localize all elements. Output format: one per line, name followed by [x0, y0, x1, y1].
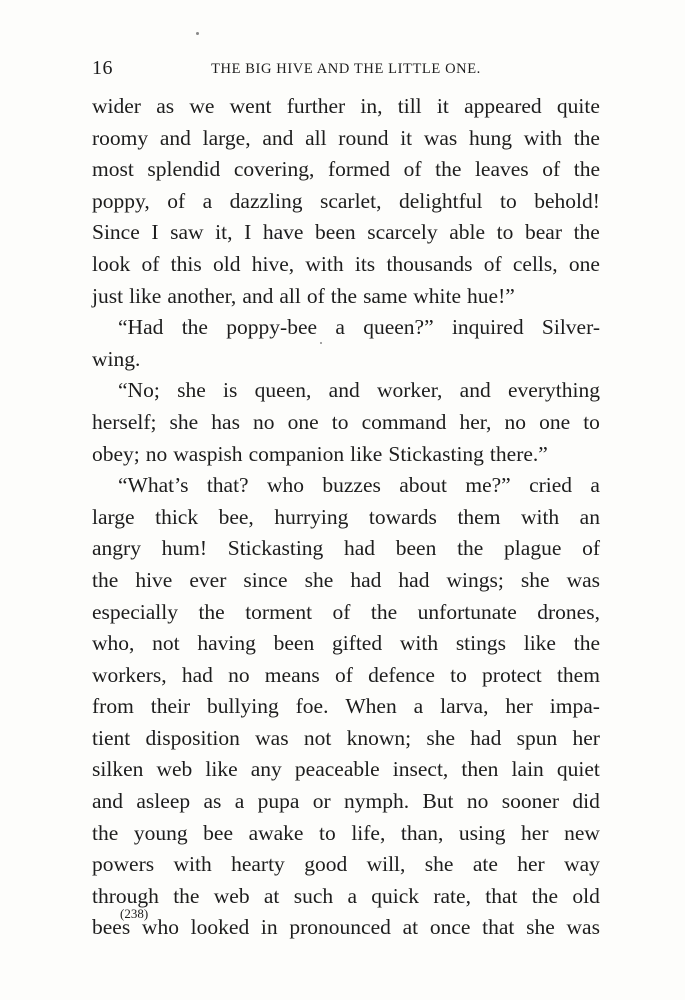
word: to — [331, 409, 349, 434]
word: a — [234, 789, 245, 814]
word: larva, — [440, 694, 489, 719]
word: one — [568, 251, 600, 276]
word: the — [435, 157, 462, 182]
word: pronounced — [289, 915, 391, 940]
word: way — [564, 852, 600, 877]
word: tient — [92, 725, 131, 750]
word: look — [92, 251, 131, 276]
word: them — [556, 662, 600, 687]
word: such — [293, 883, 334, 908]
word: herself; — [92, 409, 157, 434]
word: about — [399, 473, 447, 498]
word: was — [566, 915, 600, 940]
word: was — [423, 125, 458, 150]
word: pupa — [257, 789, 300, 814]
word: like — [523, 631, 556, 656]
text-line — [92, 628, 600, 660]
word: we — [189, 94, 215, 118]
word: one — [287, 409, 319, 434]
text-line — [92, 565, 600, 597]
word: new — [564, 820, 600, 845]
word: large — [92, 504, 135, 529]
word: she — [520, 567, 550, 592]
word: old — [212, 251, 241, 276]
word: asleep — [136, 789, 191, 814]
word: poppy-bee — [226, 315, 318, 340]
word: lain — [511, 757, 544, 782]
text-line — [92, 691, 600, 723]
word: looked — [190, 915, 250, 940]
word: no — [253, 409, 275, 434]
word: hearty — [231, 852, 285, 877]
word: the — [181, 315, 208, 340]
word: at — [402, 915, 419, 940]
word: since — [243, 567, 288, 592]
word: with — [173, 852, 212, 877]
word: with — [305, 251, 344, 276]
word: formed — [327, 157, 391, 182]
word: in, — [360, 94, 383, 118]
word: When — [345, 694, 397, 719]
word: I — [151, 220, 159, 245]
word: she — [424, 852, 454, 877]
word: roomy — [92, 125, 149, 150]
word: powers — [92, 852, 155, 877]
word: all — [305, 125, 327, 150]
word: peaceable — [294, 757, 380, 782]
signature-mark: (238) — [120, 906, 149, 921]
word: covering, — [233, 157, 315, 182]
print-speck — [196, 32, 199, 35]
word: was — [566, 567, 600, 592]
word: she — [426, 725, 456, 750]
word: quite — [556, 94, 600, 118]
word: able — [449, 220, 486, 245]
word: her — [517, 852, 545, 877]
text-line — [92, 249, 600, 281]
word: in — [260, 915, 278, 940]
word: nymph. — [344, 789, 410, 814]
word: the — [330, 283, 358, 308]
word: from — [92, 694, 134, 719]
text-line — [92, 912, 600, 944]
word: who — [141, 915, 179, 940]
word: good — [304, 852, 348, 877]
text-line — [92, 217, 600, 249]
word: poppy, — [92, 188, 150, 213]
word: that? — [206, 473, 249, 498]
word: and — [459, 378, 491, 403]
word: wing. — [92, 346, 141, 371]
word: saw — [170, 220, 204, 245]
text-line — [92, 154, 600, 186]
text-line — [92, 502, 600, 534]
word: sooner — [501, 789, 560, 814]
word: hive, — [251, 251, 295, 276]
word: she — [526, 915, 555, 940]
word: went — [229, 94, 272, 118]
word: had — [350, 567, 382, 592]
word: the — [573, 125, 600, 150]
word: then — [461, 757, 499, 782]
word: been — [315, 220, 356, 245]
word: of — [483, 251, 502, 276]
word: of — [542, 157, 561, 182]
text-line — [92, 754, 600, 786]
word: is — [223, 378, 238, 403]
word: her — [521, 820, 549, 845]
word: spun — [516, 725, 558, 750]
word: scarcely — [367, 220, 438, 245]
word: of — [582, 536, 600, 561]
word: the — [370, 599, 398, 624]
word: hung — [469, 125, 513, 150]
word: the — [457, 536, 484, 561]
word: a — [590, 473, 600, 498]
word: most — [92, 157, 134, 182]
word: one — [539, 409, 571, 434]
word: old — [572, 883, 600, 908]
word: bee — [203, 820, 233, 845]
word: there.” — [489, 441, 548, 466]
word: a — [347, 883, 357, 908]
word: like — [205, 757, 238, 782]
word: them — [457, 504, 501, 529]
word: having — [197, 631, 256, 656]
word: using — [458, 820, 506, 845]
word: and — [242, 283, 274, 308]
word: the — [573, 631, 600, 656]
word: will, — [366, 852, 406, 877]
word: inquired — [451, 315, 524, 340]
word: the — [92, 567, 119, 592]
word: her — [505, 694, 533, 719]
word: web — [213, 883, 250, 908]
word: dazzling — [229, 188, 303, 213]
running-head: THE BIG HIVE AND THE LITTLE ONE. — [211, 61, 481, 77]
word: waspish — [173, 441, 243, 466]
word: of — [167, 188, 186, 213]
word: to — [450, 662, 467, 687]
word: just — [92, 283, 124, 308]
word: it — [400, 125, 413, 150]
word: thick — [155, 504, 199, 529]
word: queen?” — [363, 315, 434, 340]
word: behold! — [534, 188, 600, 213]
text-line — [92, 533, 600, 565]
word: who — [266, 473, 304, 498]
word: with — [399, 631, 439, 656]
word: she — [304, 567, 334, 592]
word: workers, — [92, 662, 167, 687]
text-line — [92, 375, 600, 407]
word: have — [262, 220, 304, 245]
word: any — [250, 757, 282, 782]
word: everything — [508, 378, 600, 403]
word: leaves — [474, 157, 529, 182]
page-number: 16 — [92, 57, 113, 79]
word: appeared — [464, 94, 542, 118]
word: had — [398, 567, 430, 592]
word: no — [504, 409, 526, 434]
word: all — [279, 283, 301, 308]
word: had — [181, 662, 213, 687]
text-line — [92, 281, 600, 313]
word: the — [92, 820, 119, 845]
word: of — [141, 251, 160, 276]
word: that — [482, 915, 515, 940]
word: “What’s — [118, 473, 189, 498]
word: the — [573, 157, 600, 182]
word: wings; — [446, 567, 504, 592]
word: the — [531, 883, 559, 908]
word: and — [328, 378, 360, 403]
word: or — [312, 789, 331, 814]
word: “Had — [118, 315, 164, 340]
word: like — [350, 441, 383, 466]
word: as — [156, 94, 175, 118]
text-line — [92, 439, 600, 471]
word: obey; — [92, 441, 140, 466]
word: splendid — [147, 157, 221, 182]
word: Stickasting — [388, 441, 484, 466]
word: has — [211, 409, 240, 434]
word: that — [485, 883, 518, 908]
word: and — [92, 789, 124, 814]
word: hive — [135, 567, 173, 592]
word: the — [173, 883, 200, 908]
word: with — [520, 504, 560, 529]
word: “No; — [118, 378, 160, 403]
word: rate, — [433, 883, 471, 908]
text-line — [92, 344, 600, 376]
word: insect, — [392, 757, 449, 782]
word: towards — [368, 504, 437, 529]
word: not — [303, 725, 332, 750]
word: same — [363, 283, 408, 308]
word: of — [306, 283, 325, 308]
word: to — [500, 188, 517, 213]
word: to — [583, 409, 600, 434]
word: I — [244, 220, 252, 245]
body-text — [92, 91, 600, 944]
word: once — [429, 915, 471, 940]
word: as — [203, 789, 222, 814]
text-line — [92, 123, 600, 155]
word: further — [286, 94, 346, 118]
word: been — [395, 536, 437, 561]
word: stings — [455, 631, 506, 656]
word: at — [263, 883, 280, 908]
word: a — [335, 315, 345, 340]
word: ate — [472, 852, 498, 877]
word: bear — [524, 220, 562, 245]
word: But — [422, 789, 454, 814]
word: it — [436, 94, 449, 118]
word: ever — [189, 567, 227, 592]
text-line — [92, 597, 600, 629]
word: who, — [92, 631, 135, 656]
word: young — [133, 820, 188, 845]
word: bullying — [207, 694, 279, 719]
word: silken — [92, 757, 144, 782]
word: Silver- — [541, 315, 600, 340]
word: the — [573, 220, 600, 245]
word: quiet — [556, 757, 600, 782]
text-line — [92, 818, 600, 850]
word: worker, — [376, 378, 443, 403]
word: through — [92, 883, 159, 908]
word: of — [403, 157, 422, 182]
word: gifted — [331, 631, 383, 656]
word: large, — [202, 125, 251, 150]
word: no — [228, 662, 250, 687]
word: no — [466, 789, 489, 814]
word: quick — [371, 883, 420, 908]
word: defence — [368, 662, 435, 687]
word: had — [344, 536, 376, 561]
word: till — [397, 94, 422, 118]
text-line — [92, 660, 600, 692]
word: like — [129, 283, 162, 308]
word: its — [354, 251, 376, 276]
page-header — [92, 57, 600, 81]
word: delightful — [398, 188, 483, 213]
word: been — [273, 631, 315, 656]
word: not — [152, 631, 180, 656]
word: than, — [400, 820, 444, 845]
word: drones, — [537, 599, 600, 624]
word: Since — [92, 220, 140, 245]
word: disposition — [145, 725, 240, 750]
text-line — [92, 312, 600, 344]
word: she — [169, 409, 199, 434]
word: was — [255, 725, 289, 750]
text-line — [92, 91, 600, 123]
word: thousands — [386, 251, 473, 276]
word: their — [150, 694, 191, 719]
word: buzzes — [322, 473, 381, 498]
word: me?” — [465, 473, 511, 498]
word: it, — [215, 220, 233, 245]
word: command — [361, 409, 447, 434]
word: a — [413, 694, 424, 719]
word: known; — [346, 725, 412, 750]
text-line — [92, 849, 600, 881]
text-line — [92, 881, 600, 913]
word: means — [264, 662, 320, 687]
word: an — [579, 504, 600, 529]
word: foe. — [295, 694, 329, 719]
word: to — [496, 220, 514, 245]
word: especially — [92, 599, 178, 624]
word: hue!” — [467, 283, 515, 308]
word: her, — [459, 409, 492, 434]
word: bees — [92, 915, 131, 940]
word: scarlet, — [319, 188, 382, 213]
word: round — [338, 125, 389, 150]
text-line — [92, 786, 600, 818]
word: life, — [351, 820, 386, 845]
text-line — [92, 723, 600, 755]
word: wider — [92, 94, 141, 118]
word: protect — [482, 662, 542, 687]
text-line — [92, 186, 600, 218]
word: to — [319, 820, 336, 845]
word: did — [572, 789, 600, 814]
word: web — [156, 757, 193, 782]
word: torment — [245, 599, 313, 624]
word: Stickasting — [227, 536, 324, 561]
word: with — [523, 125, 562, 150]
word: this — [170, 251, 202, 276]
word: had — [470, 725, 502, 750]
word: another, — [167, 283, 237, 308]
word: her — [572, 725, 600, 750]
word: hum! — [161, 536, 208, 561]
word: angry — [92, 536, 141, 561]
word: white — [413, 283, 462, 308]
word: and — [159, 125, 191, 150]
word: queen, — [254, 378, 312, 403]
word: cells, — [512, 251, 558, 276]
word: companion — [248, 441, 345, 466]
text-line — [92, 470, 600, 502]
word: the — [198, 599, 225, 624]
word: and — [262, 125, 294, 150]
word: she — [177, 378, 206, 403]
word: a — [202, 188, 213, 213]
word: no — [145, 441, 168, 466]
word: unfortunate — [417, 599, 517, 624]
word: of — [334, 662, 353, 687]
text-line — [92, 407, 600, 439]
word: cried — [529, 473, 573, 498]
word: plague — [504, 536, 562, 561]
word: hurrying — [274, 504, 349, 529]
word: bee, — [218, 504, 254, 529]
word: impa- — [549, 694, 600, 719]
word: of — [332, 599, 351, 624]
word: awake — [248, 820, 304, 845]
